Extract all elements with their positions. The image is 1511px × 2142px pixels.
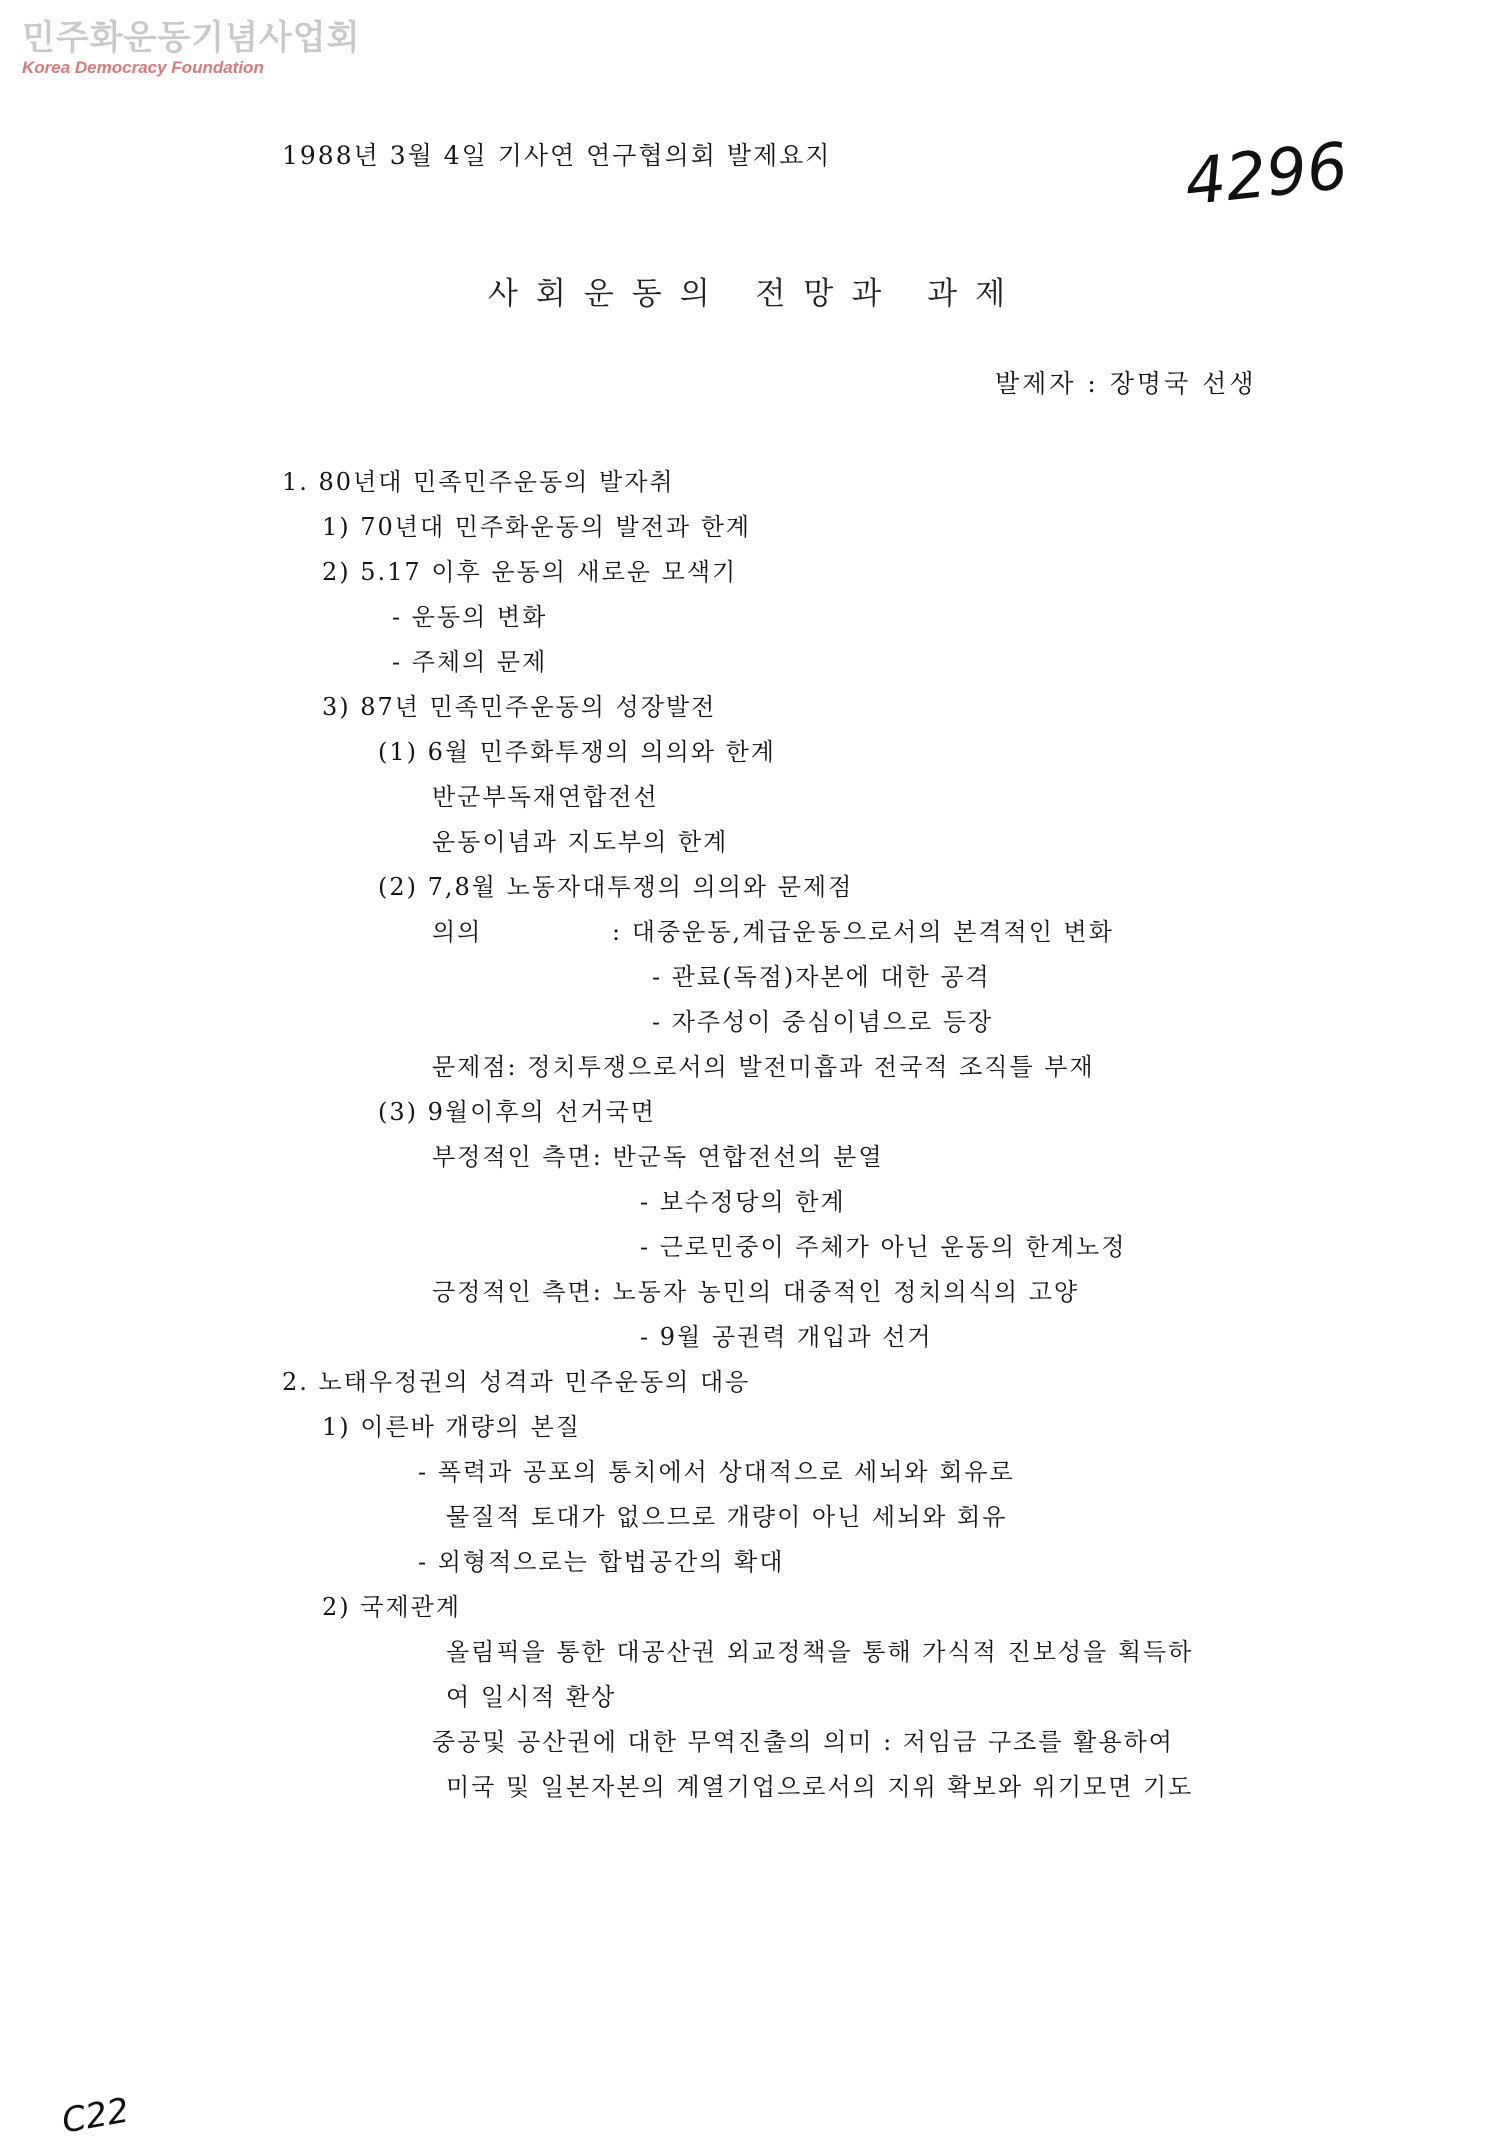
outline-item: - 폭력과 공포의 통치에서 상대적으로 세뇌와 회유로 — [418, 1458, 1015, 1486]
watermark-korean: 민주화운동기념사업회 — [22, 18, 361, 58]
outline-item: 3) 87년 민족민주운동의 성장발전 — [322, 693, 717, 721]
outline-item: (1) 6월 민주화투쟁의 의의와 한계 — [378, 738, 776, 766]
outline-item: 부정적인 측면: 반군독 연합전선의 분열 — [432, 1143, 884, 1171]
section-heading: 2. 노태우정권의 성격과 민주운동의 대응 — [282, 1368, 751, 1396]
outline-item: - 9월 공권력 개입과 선거 — [640, 1323, 933, 1351]
outline-item: : 대중운동,계급운동으로서의 본격적인 변화 — [612, 918, 1114, 946]
document-header: 1988년 3월 4일 기사연 연구협의회 발제요지 — [282, 141, 832, 170]
outline-item: - 근로민중이 주체가 아닌 운동의 한계노정 — [640, 1233, 1127, 1261]
outline-item: 1) 이른바 개량의 본질 — [322, 1413, 581, 1441]
outline-item: - 주체의 문제 — [392, 648, 548, 676]
outline-item: 여 일시적 환상 — [446, 1683, 617, 1711]
outline-item: 운동이념과 지도부의 한계 — [432, 828, 729, 856]
presenter: 발제자 : 장명국 선생 — [995, 369, 1257, 398]
outline-label: 의의 — [432, 918, 483, 946]
outline-item: 문제점: 정치투쟁으로서의 발전미흡과 전국적 조직틀 부재 — [432, 1053, 1095, 1081]
outline-item: - 자주성이 중심이념으로 등장 — [652, 1008, 994, 1036]
watermark-english: Korea Democracy Foundation — [22, 58, 264, 77]
outline-item: (2) 7,8월 노동자대투쟁의 의의와 문제점 — [378, 873, 854, 901]
outline-item: - 보수정당의 한계 — [640, 1188, 846, 1216]
outline-item: 중공및 공산권에 대한 무역진출의 의미 : 저임금 구조를 활용하여 — [432, 1728, 1174, 1756]
watermark — [22, 18, 360, 78]
outline-item: 긍정적인 측면: 노동자 농민의 대중적인 정치의식의 고양 — [432, 1278, 1080, 1306]
outline-item: 1) 70년대 민주화운동의 발전과 한계 — [322, 513, 752, 541]
page-code: C22 — [59, 2090, 132, 2142]
section-heading: 1. 80년대 민족민주운동의 발자취 — [282, 468, 675, 496]
outline-item: (3) 9월이후의 선거국면 — [378, 1098, 656, 1126]
outline-item: 반군부독재연합전선 — [432, 783, 659, 811]
outline-item: 2) 5.17 이후 운동의 새로운 모색기 — [322, 558, 738, 586]
outline-item: 미국 및 일본자본의 계열기업으로서의 지위 확보와 위기모면 기도 — [446, 1773, 1194, 1801]
document-title: 사회운동의 전망과 과제 — [487, 276, 1024, 312]
outline-item: 올림픽을 통한 대공산권 외교정책을 통해 가식적 진보성을 획득하 — [446, 1638, 1194, 1666]
outline-item: - 운동의 변화 — [392, 603, 548, 631]
outline-item: - 외형적으로는 합법공간의 확대 — [418, 1548, 785, 1576]
handwritten-number: 4296 — [1181, 129, 1352, 221]
outline-item: 물질적 토대가 없으므로 개량이 아닌 세뇌와 회유 — [446, 1503, 1008, 1531]
outline-item: 2) 국제관계 — [322, 1593, 461, 1621]
outline-item: - 관료(독점)자본에 대한 공격 — [652, 963, 991, 991]
